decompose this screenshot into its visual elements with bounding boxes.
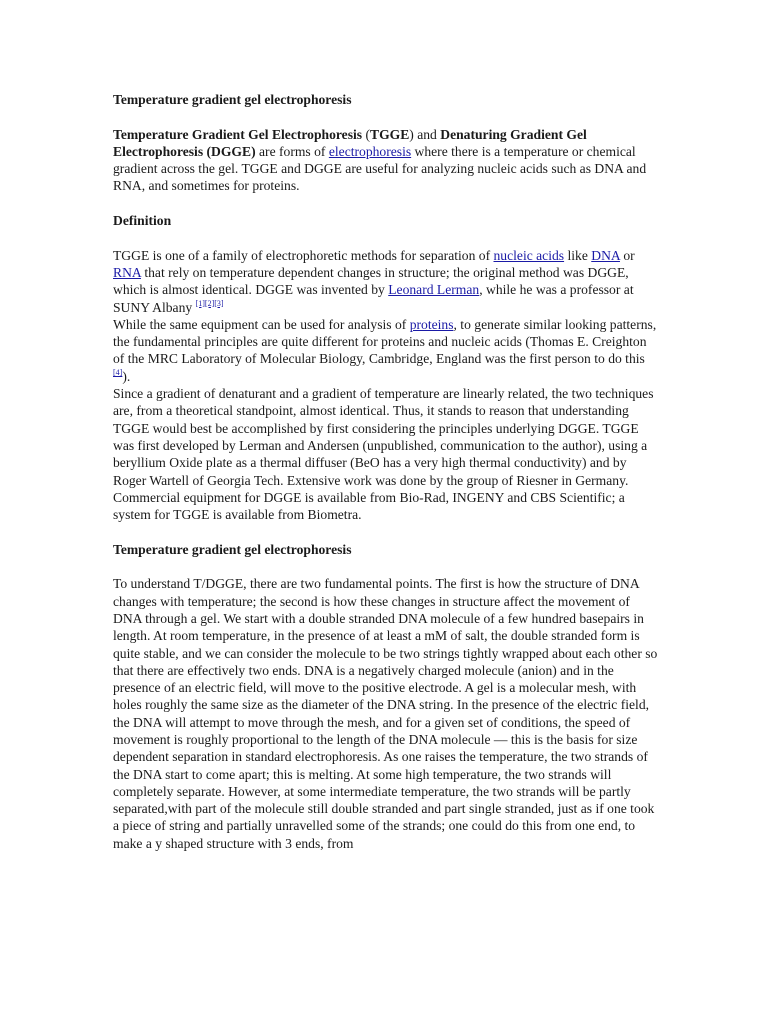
link-rna[interactable]: RNA bbox=[113, 264, 141, 280]
link-proteins[interactable]: proteins bbox=[409, 316, 454, 332]
section-paragraph-1: To understand T/DGGE, there are two fundamental points. The first is how the structure of DNA changes with temperature; the second is how these changes in structure affect the movement of DNA through a gel. We start with a double stranded DNA molecule of a few hundred basepairs in length. At room temperature, in the presence of at least a mM of salt, the double stranded form is quite stable, and we can consider the molecule to be two strings tightly wrapped about each other so that there are effectively two ends. DNA is a negatively charged molecule (anion) and in the presence of an electric field, will move to the positive electrode. A gel is a molecular mesh, with holes roughly the same size as the diameter of the DNA string. In the presence of the electric field, the DNA will attempt to move through the mesh, and for a given set of conditions, the speed of movement is roughly proportional to the length of the DNA molecule — this is the basis for size dependent separation in standard electrophoresis. As one raises the temperature, the two strands of the DNA start to come apart; this is melting. At some high temperature, the two strands will completely separate. However, at some intermediate temperature, the two strands will be partly separated,with part of the molecule still double stranded and part single stranded, just as if one took a piece of string and partially unravelled some of the strands; one could do this from one end, to make a y shaped structure with 3 ends, from bbox=[113, 576, 658, 851]
link-nucleic-acids[interactable]: nucleic acids bbox=[493, 247, 565, 263]
definition-paragraph-2: While the same equipment can be used for analysis of proteins, to generate similar looking patterns, the fundamental principles are quite different for proteins and nucleic acids (Thomas E. Creighton of the MRC Laboratory of Molecular Biology, Cambridge, England was the first person to do this [4]). bbox=[113, 316, 657, 384]
intro-term-dgge: Denaturing Gradient Gel Electrophoresis (DGGE) bbox=[113, 126, 587, 159]
page-title: Temperature gradient gel electrophoresis bbox=[113, 92, 352, 107]
document-page bbox=[113, 91, 658, 852]
intro-paragraph: Temperature Gradient Gel Electrophoresis (TGGE) and Denaturing Gradient Gel Electrophoresis (DGGE) are forms of electrophoresis where there is a temperature or chemical gradient across the gel. TGGE and DGGE are useful for analyzing nucleic acids such as DNA and RNA, and sometimes for proteins. bbox=[113, 126, 647, 194]
intro-term-tgge: Temperature Gradient Gel Electrophoresis bbox=[113, 126, 363, 142]
definition-paragraph-3: Since a gradient of denaturant and a gradient of temperature are linearly related, the two techniques are, from a theoretical standpoint, almost identical. Thus, it stands to reason that understanding TGGE would best be accomplished by first considering the principles underlying DGGE. TGGE was first developed by Lerman and Andersen (unpublished, communication to the author), using a beryllium Oxide plate as a thermal diffuser (BeO has a very high thermal conductivity) and by Roger Wartell of Georgia Tech. Extensive work was done by the group of Riesner in Germany. Commercial equipment for DGGE is available from Bio-Rad, INGENY and CBS Scientific; a system for TGGE is available from Biometra. bbox=[113, 386, 654, 523]
section-heading: Temperature gradient gel electrophoresis bbox=[113, 541, 352, 557]
reference-link-4[interactable]: [4] bbox=[113, 367, 123, 377]
definition-heading: Definition bbox=[113, 213, 172, 229]
link-electrophoresis[interactable]: electrophoresis bbox=[328, 143, 412, 159]
definition-paragraph-1: TGGE is one of a family of electrophoretic methods for separation of nucleic acids like DNA or RNA that rely on temperature dependent changes in structure; the original method was DGGE, which is almost identical. DGGE was invented by Leonard Lerman, while he was a professor at SUNY Albany [1][2][3] bbox=[113, 247, 635, 315]
reference-links-1-3[interactable]: [1][2][3] bbox=[195, 298, 224, 308]
intro-abbr-tgge: TGGE bbox=[370, 126, 410, 142]
link-dna[interactable]: DNA bbox=[591, 247, 620, 263]
link-leonard-lerman[interactable]: Leonard Lerman bbox=[388, 282, 480, 298]
